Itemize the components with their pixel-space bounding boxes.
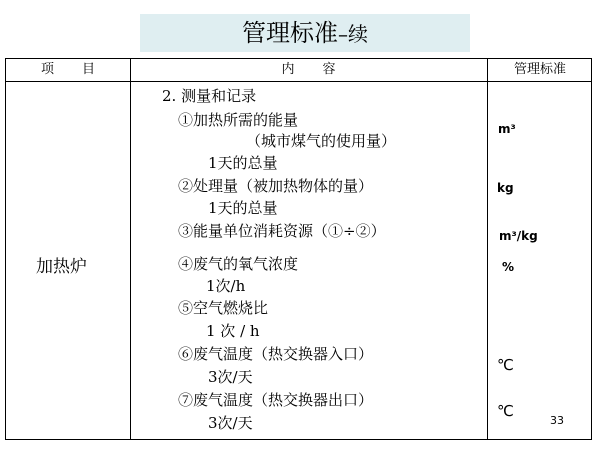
content-line: 1 次 / h <box>206 322 260 340</box>
title-banner <box>140 14 470 52</box>
content-line: ①加热所需的能量 <box>178 111 299 129</box>
content-line: 2. 测量和记录 <box>162 87 257 105</box>
content-line: 3次/天 <box>208 368 253 386</box>
standards-table <box>5 58 592 440</box>
column-divider-2 <box>487 59 488 439</box>
content-line: 1天的总量 <box>208 154 278 172</box>
standard-value: m³/kg <box>499 229 538 243</box>
content-line: ④废气的氧气浓度 <box>178 255 299 273</box>
content-line: ②处理量（被加热物体的量） <box>178 177 374 195</box>
standard-value: % <box>502 260 515 274</box>
page-title-suffix: –续 <box>338 22 368 46</box>
content-line: ⑤空气燃烧比 <box>178 299 269 317</box>
header-item: 项目 <box>40 62 123 77</box>
content-line: 1天的总量 <box>208 199 278 217</box>
content-line: ⑥废气温度（热交换器入口） <box>178 345 374 363</box>
standard-value: m³ <box>498 122 516 136</box>
content-line: 3次/天 <box>208 414 253 432</box>
header-content: 内容 <box>281 62 364 77</box>
standard-value: ℃ <box>497 356 514 374</box>
header-standard: 管理标准 <box>513 62 566 77</box>
column-divider-1 <box>130 59 131 439</box>
standard-value: ℃ <box>497 402 514 420</box>
standard-value: kg <box>497 181 514 195</box>
content-line: （城市煤气的使用量） <box>246 132 397 150</box>
item-name: 加热炉 <box>36 257 87 277</box>
content-line: 1次/h <box>206 277 246 295</box>
header-divider <box>6 81 591 82</box>
page-title: 管理标准 <box>242 19 338 47</box>
content-line: ③能量单位消耗资源（①÷②） <box>178 222 386 240</box>
page-number: 33 <box>550 414 564 427</box>
content-line: ⑦废气温度（热交换器出口） <box>178 391 374 409</box>
